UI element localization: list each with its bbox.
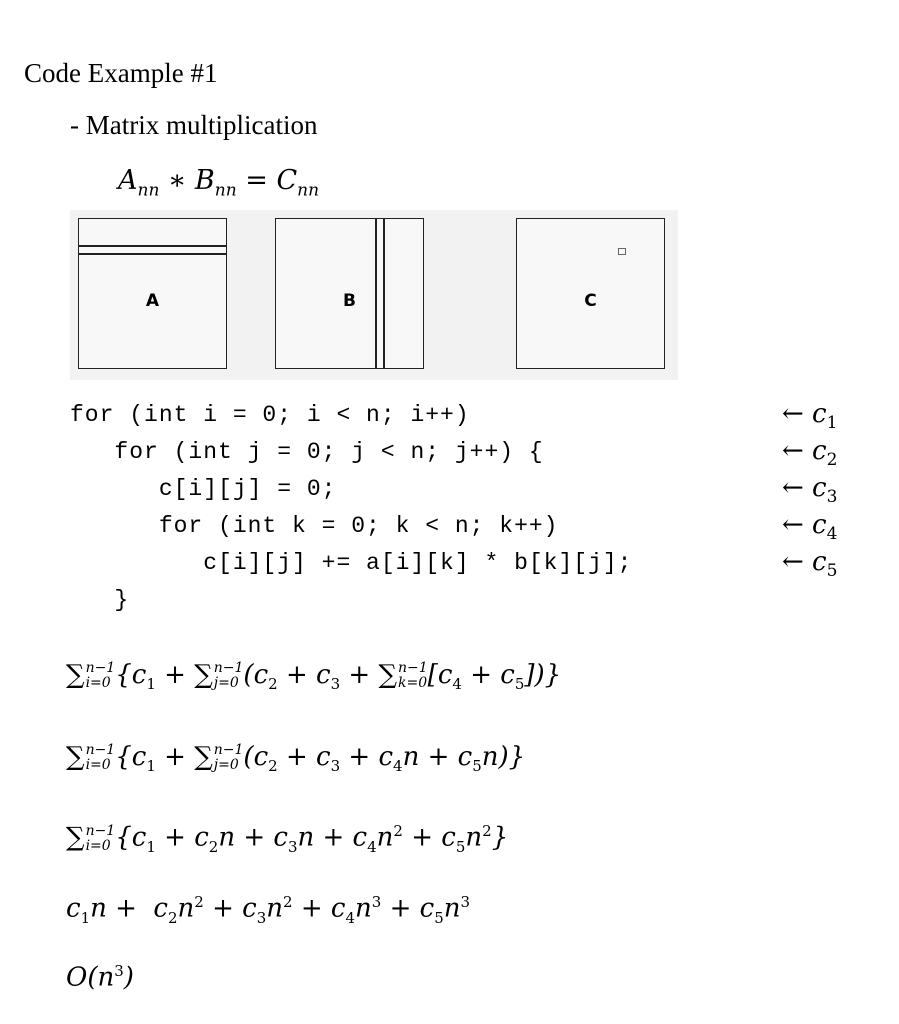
equation-1: ∑ n−1 i=0 {$c_1$ + ∑ n−1 j=0 ($c_2 + c_3$ + ∑ n−1 k=0 $[c_4 + c_5]$)}	[66, 660, 562, 694]
row-highlight	[79, 253, 226, 255]
cost-annotation	[782, 510, 837, 544]
equation-3: ∑ n−1 i=0 $\{c_1 + c_2n + c_3n + c_4n^2 + c_5n^2\}$	[66, 822, 509, 856]
cost-index: 5	[826, 561, 838, 582]
cost-arrow-label: ← c	[782, 473, 827, 503]
cost-annotation	[782, 547, 837, 581]
row-highlight	[79, 245, 226, 247]
equation-2: ∑ n−1 i=0 {$c_1$ + ∑ n−1 j=0 $(c_2 + c_3 + c_4n + c_5n)$}	[66, 742, 526, 776]
cost-arrow-label: ← c	[782, 547, 827, 577]
result-cell	[618, 248, 626, 255]
code-line: for (int i = 0; i < n; i++)	[70, 402, 470, 428]
cost-arrow-label: ← c	[782, 399, 827, 429]
cost-index: 1	[826, 413, 838, 434]
cost-index: 4	[826, 524, 838, 545]
equation-5: $O(n^3)$	[66, 962, 134, 993]
subtitle: - Matrix multiplication	[70, 110, 318, 140]
cost-arrow-label: ← c	[782, 436, 827, 466]
matrix-a-label: A	[145, 291, 160, 311]
code-line: c[i][j] += a[i][k] * b[k][j];	[70, 550, 633, 576]
matrix-c	[516, 218, 665, 369]
matrix-a	[78, 218, 227, 369]
matrix-b-label: B	[343, 291, 356, 311]
code-line: c[i][j] = 0;	[70, 476, 337, 502]
cost-index: 3	[826, 487, 838, 508]
cost-annotation	[782, 436, 837, 470]
cost-arrow-label: ← c	[782, 510, 827, 540]
matrix-b	[275, 218, 424, 369]
cost-annotation	[782, 399, 837, 433]
matrix-formula: $A_{nn}$ ∗ $B_{nn} = C_{nn}$	[118, 165, 320, 201]
code-line: for (int j = 0; j < n; j++) {	[70, 439, 544, 465]
code-line: }	[70, 587, 130, 613]
matrix-diagram	[70, 210, 678, 380]
cost-index: 2	[826, 450, 838, 471]
code-line: for (int k = 0; k < n; k++)	[70, 513, 559, 539]
matrix-c-label: C	[584, 291, 597, 311]
equation-4: $c_1n + c_2n^2 + c_3n^2 + c_4n^3 + c_5n^3$	[66, 893, 471, 927]
page-title: Code Example #1	[24, 58, 218, 88]
cost-annotation	[782, 473, 837, 507]
